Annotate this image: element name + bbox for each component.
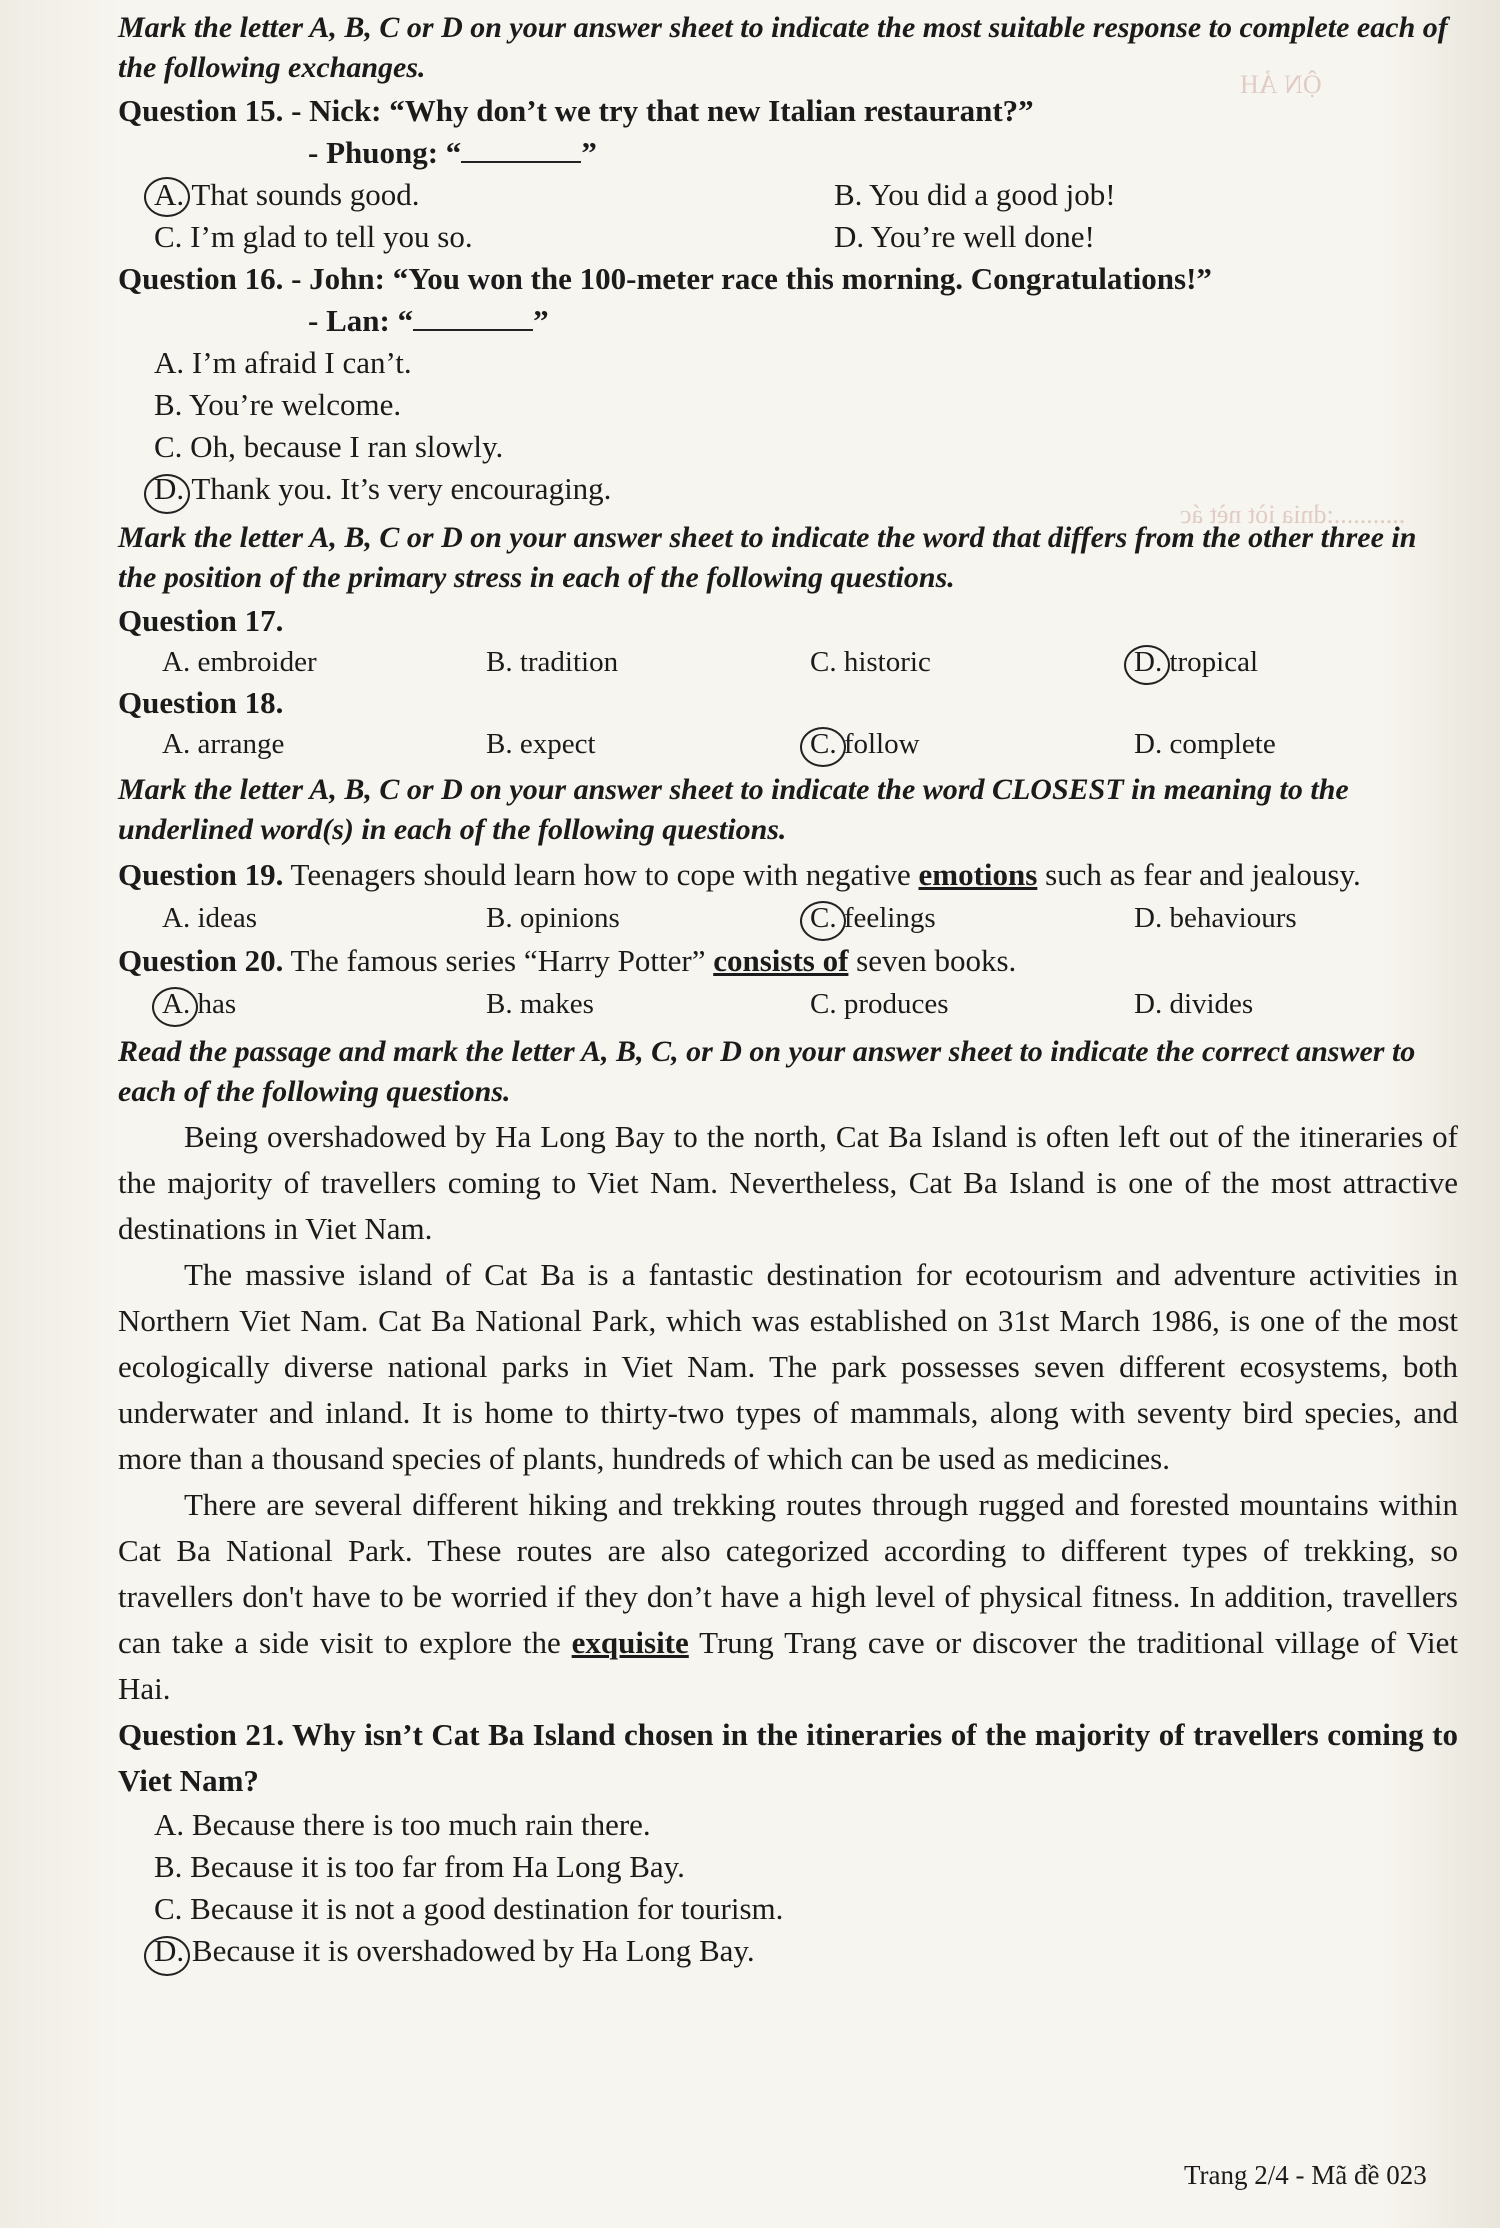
option-d[interactable]: D. divides bbox=[1134, 988, 1254, 1020]
instruction-reading: Read the passage and mark the letter A, B, C, or D on your answer sheet to indicate the correct answer to each of the following questions. bbox=[118, 1035, 1416, 1108]
quote-close: ” bbox=[581, 135, 597, 170]
option-c[interactable]: C. Oh, because I ran slowly. bbox=[154, 429, 504, 464]
passage-paragraph-1: Being overshadowed by Ha Long Bay to the north, Cat Ba Island is often left out of the itineraries of the majority of travellers coming to Viet Nam. Nevertheless, Cat Ba Island is one of the most attractive destinations in Viet Nam. bbox=[118, 1119, 1458, 1246]
question-text: The famous series “Harry Potter” bbox=[283, 943, 714, 978]
option-b[interactable]: B. Because it is too far from Ha Long Bay. bbox=[154, 1849, 685, 1884]
option-d[interactable]: D. Thank you. It’s very encouraging. bbox=[154, 471, 612, 506]
quote-close: ” bbox=[533, 303, 549, 338]
option-c[interactable]: C. feelings bbox=[810, 898, 1134, 938]
question-17 bbox=[118, 600, 1458, 682]
option-b[interactable]: B. makes bbox=[486, 988, 594, 1020]
option-b[interactable]: B. expect bbox=[486, 728, 596, 760]
passage-paragraph-2: The massive island of Cat Ba is a fantastic destination for ecotourism and adventure activities in Northern Viet Nam. Cat Ba National Park, which was established on 31st March 1986, is one of the most ecologically diverse national parks in Viet Nam. The park possesses seven different ecosystems, both underwater and inland. It is home to thirty-two types of mammals, along with seventy bird species, and more than a thousand species of plants, hundreds of which can be used as medicines. bbox=[118, 1257, 1458, 1476]
underlined-word: emotions bbox=[918, 857, 1038, 892]
question-text: such as fear and jealousy. bbox=[1037, 857, 1361, 892]
question-prompt: - John: “You won the 100-meter race this morning. Congratulations!” bbox=[291, 261, 1212, 296]
option-d[interactable]: D. behaviours bbox=[1134, 902, 1297, 934]
option-c[interactable]: C. I’m glad to tell you so. bbox=[154, 219, 473, 254]
option-a[interactable]: A. embroider bbox=[162, 646, 317, 678]
option-d[interactable]: D. tropical bbox=[1134, 642, 1458, 682]
passage-paragraph-3: There are several different hiking and trekking routes through rugged and forested mountains within Cat Ba National Park. These routes are also categorized according to different types of trekking, so travellers don't have to be worried if they don’t have a high level of physical fitness. In addition, travellers can take a side visit to explore the bbox=[118, 1487, 1458, 1660]
bleed-through-text: ỘN ẢH bbox=[1240, 70, 1322, 99]
question-text: seven books. bbox=[848, 943, 1017, 978]
option-a[interactable]: A. ideas bbox=[162, 902, 258, 934]
question-title: Question 16. bbox=[118, 261, 284, 296]
underlined-word: consists of bbox=[713, 943, 849, 978]
speaker-line: - Phuong: “ bbox=[308, 135, 462, 170]
passage-paragraph-3-end: Trung Trang cave or discover the traditional village of Viet Hai. bbox=[118, 1625, 1458, 1706]
option-c[interactable]: C. follow bbox=[810, 724, 1134, 764]
option-d[interactable]: D. complete bbox=[1134, 728, 1276, 760]
question-16 bbox=[118, 258, 1458, 510]
option-d[interactable]: D. You’re well done! bbox=[834, 219, 1095, 254]
option-b[interactable]: B. opinions bbox=[486, 902, 620, 934]
question-title: Question 20. bbox=[118, 943, 284, 978]
option-a[interactable]: A. I’m afraid I can’t. bbox=[154, 345, 412, 380]
option-b[interactable]: B. You did a good job! bbox=[834, 177, 1116, 212]
option-a[interactable]: A. arrange bbox=[162, 728, 285, 760]
answer-blank bbox=[413, 301, 533, 331]
question-18 bbox=[118, 682, 1458, 764]
option-a[interactable]: A. That sounds good. bbox=[154, 174, 834, 216]
question-prompt: - Nick: “Why don’t we try that new Italian restaurant?” bbox=[291, 93, 1034, 128]
question-15 bbox=[118, 90, 1458, 258]
question-title: Question 15. bbox=[118, 93, 284, 128]
question-19 bbox=[118, 852, 1458, 938]
question-title: Question 21. Why isn’t Cat Ba Island chosen in the itineraries of the majority of travellers coming to Viet Nam? bbox=[118, 1717, 1458, 1798]
answer-blank bbox=[461, 133, 581, 163]
exam-content bbox=[118, 4, 1458, 1972]
instruction-closest-meaning: Mark the letter A, B, C or D on your answer sheet to indicate the word CLOSEST in meaning to the underlined word(s) in each of the following questions. bbox=[118, 773, 1349, 846]
option-c[interactable]: C. Because it is not a good destination for tourism. bbox=[154, 1891, 784, 1926]
speaker-line: - Lan: “ bbox=[308, 303, 414, 338]
underlined-word: exquisite bbox=[571, 1625, 689, 1660]
option-c[interactable]: C. produces bbox=[810, 988, 949, 1020]
option-d[interactable]: D. Because it is overshadowed by Ha Long Bay. bbox=[154, 1933, 755, 1968]
option-b[interactable]: B. You’re welcome. bbox=[154, 387, 402, 422]
page-footer: Trang 2/4 - Mã đề 023 bbox=[1184, 2160, 1427, 2190]
option-b[interactable]: B. tradition bbox=[486, 646, 619, 678]
instruction-exchanges: Mark the letter A, B, C or D on your answer sheet to indicate the most suitable response to complete each of the following exchanges. bbox=[118, 11, 1448, 84]
question-title: Question 19. bbox=[118, 857, 284, 892]
option-a[interactable]: A. has bbox=[162, 984, 486, 1024]
question-title: Question 17. bbox=[118, 603, 284, 638]
question-20 bbox=[118, 938, 1458, 1024]
question-text: Teenagers should learn how to cope with negative bbox=[283, 857, 919, 892]
question-21 bbox=[118, 1712, 1458, 1972]
bleed-through-text: ...........:dnia iòt nèt ác bbox=[1180, 500, 1406, 529]
reading-passage bbox=[118, 1114, 1458, 1712]
option-a[interactable]: A. Because there is too much rain there. bbox=[154, 1807, 651, 1842]
question-title: Question 18. bbox=[118, 685, 284, 720]
instruction-stress: Mark the letter A, B, C or D on your answer sheet to indicate the word that differs from the other three in the position of the primary stress in each of the following questions. bbox=[118, 521, 1417, 594]
option-c[interactable]: C. historic bbox=[810, 646, 931, 678]
